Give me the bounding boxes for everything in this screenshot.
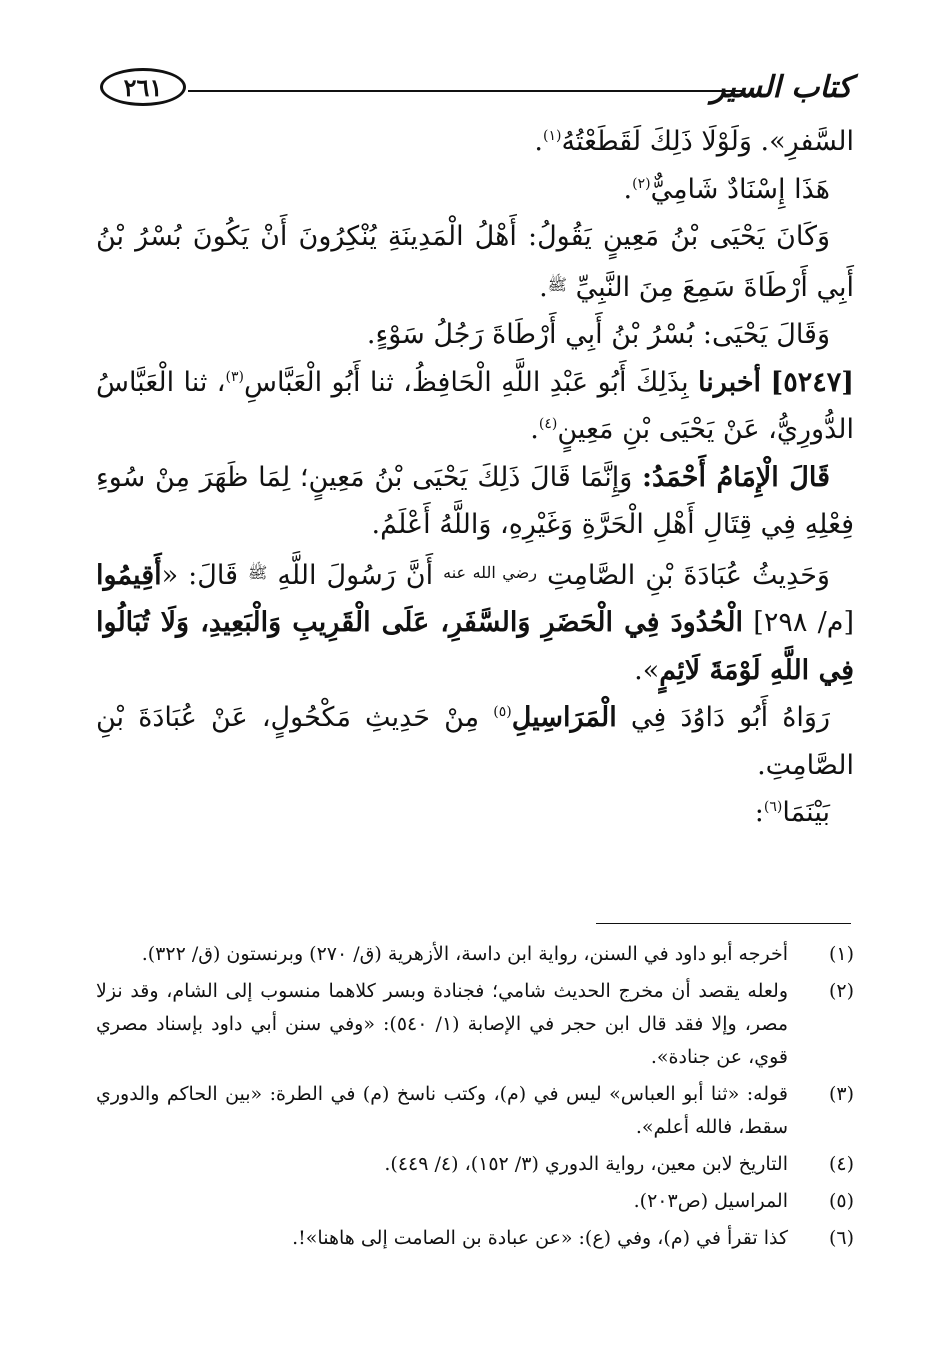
footnote-number: (١) (828, 943, 854, 965)
footnote-1 (96, 938, 854, 971)
salutation-glyph: ﷺ (547, 274, 567, 294)
footnote-separator (596, 923, 851, 924)
main-text (96, 118, 854, 837)
footnote-ref-1: (١) (543, 128, 562, 144)
footnote-text: أخرجه أبو داود في السنن، رواية ابن داسة، الأزهرية (ق/ ٢٧٠) وبرنستون (ق/ ٣٢٢). (141, 943, 788, 965)
footnote-ref-2: (٢) (632, 175, 651, 192)
page-number: ٢٦١ (100, 68, 186, 106)
footnote-ref-5: (٥) (493, 704, 512, 720)
footnote-4 (96, 1148, 854, 1181)
hadith-text-2: الْحُدُودَ فِي الْحَضَرِ وَالسَّفَرِ، عَلَى الْقَرِيبِ وَالْبَعِيدِ، وَلَا تُبَالُوا فِي اللَّهِ لَوْمَةَ لَائِمٍ (96, 607, 854, 686)
footnote-number: (٥) (828, 1190, 854, 1212)
paragraph-5: [٥٢٤٧] أخبرنا بِذَلِكَ أَبُو عَبْدِ اللَّهِ الْحَافِظُ، ثنا أَبُو الْعَبَّاسِ$^{(٣)}$، ثنا الْعَبَّاسُ الدُّورِيُّ، عَنْ يَحْيَى بْنِ مَعِينٍ$^{(٤)}$. (96, 366, 855, 445)
footnote-ref-6: (٦) (763, 799, 783, 815)
radi-glyph: رضي الله عنه (443, 562, 537, 582)
paragraph-6: قَالَ الْإِمَامُ أَحْمَدُ: وَإِنَّمَا قَالَ ذَلِكَ يَحْيَى بْنُ مَعِينٍ؛ لِمَا ظَهَرَ مِنْ سُوءِ فِعْلِهِ فِي قِتَالِ أَهْلِ الْحَرَّةِ وَغَيْرِهِ، وَاللَّهُ أَعْلَمُ. (96, 461, 854, 540)
footnote-5 (96, 1185, 854, 1218)
page-header (100, 68, 852, 108)
salutation-glyph-2: ﷺ (248, 562, 268, 582)
paragraph-1: السَّفرِ». وَلَوْلَا ذَلِكَ لَقَطَعْتُهُ$^{(١)}$. (534, 126, 854, 157)
manuscript-marker: [م/ ٢٩٨] (753, 607, 854, 638)
footnote-number: (٦) (828, 1227, 854, 1249)
footnote-number: (٤) (828, 1153, 854, 1175)
footnote-6 (96, 1222, 854, 1255)
marasil-title: الْمَرَاسِيلِ (511, 702, 617, 733)
imam-label: قَالَ الْإِمَامُ أَحْمَدُ: (642, 461, 831, 493)
footnote-ref-4: (٤) (538, 416, 558, 432)
hadith-text-1: أَقِيمُوا (96, 559, 162, 591)
paragraph-9: بَيْنَمَا$^{(٦)}$: (754, 797, 830, 828)
footnote-ref-3: (٣) (225, 368, 244, 385)
header-rule (188, 90, 742, 92)
akhbarana: أخبرنا (698, 366, 762, 398)
paragraph-4: وَقَالَ يَحْيَى: بُسْرُ بْنُ أَبِي أَرْطَاةَ رَجُلُ سَوْءٍ. (366, 319, 830, 350)
book-title: كتاب السير (710, 70, 852, 105)
footnote-text: المراسيل (ص٢٠٣). (633, 1190, 788, 1212)
footnote-3 (96, 1078, 854, 1144)
footnote-2 (96, 975, 854, 1074)
hadith-number: [٥٢٤٧] (770, 366, 855, 398)
footnotes (96, 938, 854, 1259)
footnote-text: التاريخ لابن معين، رواية الدوري (٣/ ١٥٢)، (٤/ ٤٤٩). (384, 1153, 788, 1175)
footnote-number: (٣) (828, 1083, 854, 1105)
footnote-number: (٢) (828, 980, 854, 1002)
paragraph-3: وَكَانَ يَحْيَى بْنُ مَعِينٍ يَقُولُ: أَهْلُ الْمَدِينَةِ يُنْكِرُونَ أَنْ يَكُونَ بُسْرُ بْنُ أَبِي أَرْطَاةَ سَمِعَ مِنَ النَّبِيِّ $^ﷺ$. (96, 221, 854, 303)
footnote-text: ولعله يقصد أن مخرج الحديث شامي؛ فجنادة وبسر كلاهما منسوب إلى الشام، وقد نزلا مصر، وإلا فقد قال ابن حجر في الإصابة (١/ ٥٤٠): «وفي سنن أبي داود بإسناد مصري قوي، عن جنادة». (96, 980, 788, 1068)
paragraph-2: هَذَا إِسْنَادٌ شَامِيٌّ$^{(٢)}$. (623, 173, 830, 205)
footnote-text: قوله: «ثنا أبو العباس» ليس في (م)، وكتب ناسخ (م) في الطرة: «بين الحاكم والدوري سقط، فالله أعلم». (96, 1083, 788, 1138)
paragraph-8: رَوَاهُ أَبُو دَاوُدَ فِي الْمَرَاسِيلِ$^{(٥)}$ مِنْ حَدِيثِ مَكْحُولٍ، عَنْ عُبَادَةَ بْنِ الصَّامِتِ. (96, 702, 854, 781)
paragraph-7: وَحَدِيثُ عُبَادَةَ بْنِ الصَّامِتِ $^{رضي الله عنه}$ أَنَّ رَسُولَ اللَّهِ $^ﷺ$ قَالَ: «أَقِيمُوا [م/ ٢٩٨] الْحُدُودَ فِي الْحَضَرِ وَالسَّفَرِ، عَلَى الْقَرِيبِ وَالْبَعِيدِ، وَلَا تُبَالُوا فِي اللَّهِ لَوْمَةَ لَائِمٍ». (96, 559, 854, 686)
footnote-text: كذا تقرأ في (م)، وفي (ع): «عن عبادة بن الصامت إلى هاهنا»!. (292, 1227, 788, 1249)
